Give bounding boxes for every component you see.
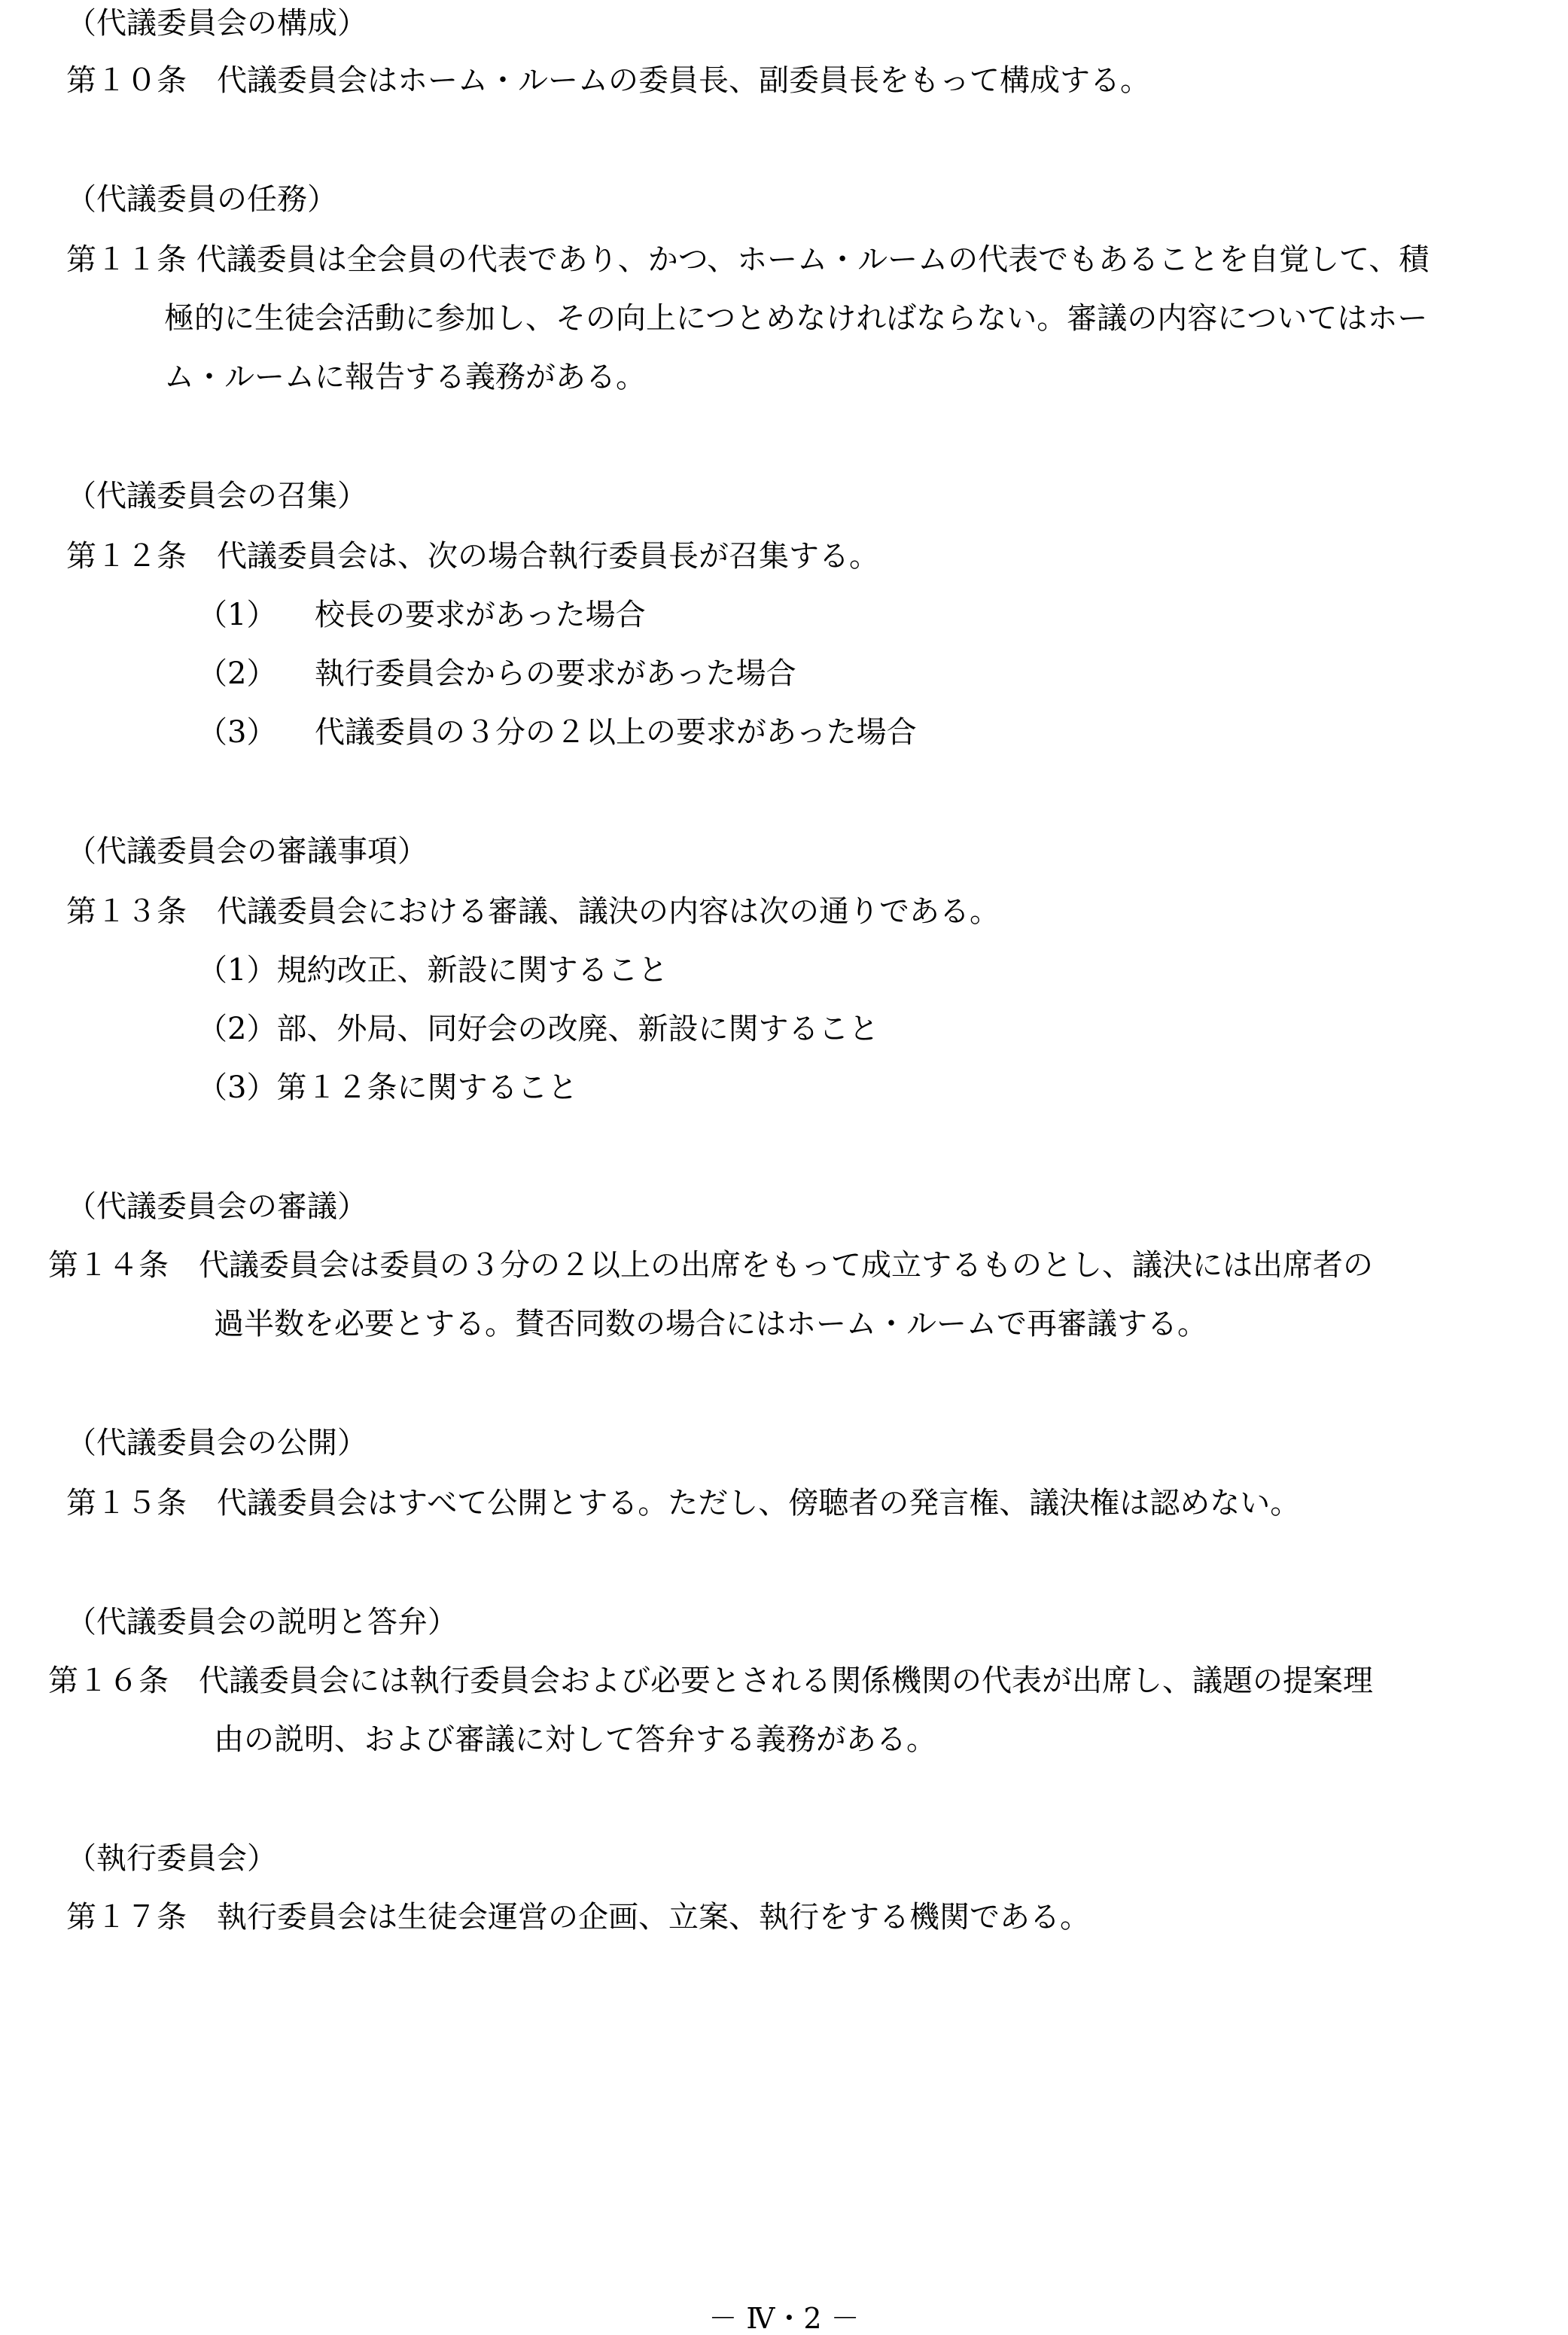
article-11-text-line2: 極的に生徒会活動に参加し、その向上につとめなければならない。審議の内容についてはホー (164, 301, 1428, 336)
article-12-item-1-text: 校長の要求があった場合 (315, 598, 646, 632)
article-17-text: 第１７条 執行委員会は生徒会運営の企画、立案、執行をする機関である。 (66, 1900, 1090, 1935)
article-13-text: 第１３条 代議委員会における審議、議決の内容は次の通りである。 (66, 894, 1000, 929)
article-13-item-1: （1）規約改正、新設に関すること (197, 953, 668, 988)
article-14-text-line1: 第１４条 代議委員会は委員の３分の２以上の出席をもって成立するものとし、議決には出席者の (48, 1248, 1373, 1283)
article-14-heading: （代議委員会の審議） (66, 1189, 367, 1224)
article-11-heading: （代議委員の任務） (66, 182, 337, 217)
page-number: － Ⅳ・2 － (708, 2302, 860, 2335)
article-13-heading: （代議委員会の審議事項） (66, 834, 428, 869)
article-12-text: 第１２条 代議委員会は、次の場合執行委員長が召集する。 (66, 539, 879, 574)
article-12-item-3-num: （3） (197, 715, 277, 750)
article-12-item-3-text: 代議委員の３分の２以上の要求があった場合 (315, 715, 917, 750)
article-11-text-line3: ム・ルームに報告する義務がある。 (164, 360, 646, 394)
article-16-heading: （代議委員会の説明と答弁） (66, 1605, 458, 1639)
article-12-item-1-num: （1） (197, 598, 277, 632)
article-16-text-line1: 第１６条 代議委員会には執行委員会および必要とされる関係機関の代表が出席し、議題の提案理 (48, 1664, 1373, 1698)
article-13-item-2: （2）部、外局、同好会の改廃、新設に関すること (197, 1012, 879, 1046)
article-14-text-line2: 過半数を必要とする。賛否同数の場合にはホーム・ルームで再審議する。 (214, 1307, 1207, 1341)
article-12-heading: （代議委員会の召集） (66, 479, 367, 513)
article-16-text-line2: 由の説明、および審議に対して答弁する義務がある。 (214, 1722, 936, 1757)
article-12-item-2-text: 執行委員会からの要求があった場合 (315, 656, 796, 691)
article-10-heading: （代議委員会の構成） (66, 6, 367, 41)
article-12-item-2-num: （2） (197, 656, 277, 691)
article-15-heading: （代議委員会の公開） (66, 1426, 367, 1460)
article-13-item-3: （3）第１２条に関すること (197, 1070, 578, 1105)
article-10-text: 第１０条 代議委員会はホーム・ルームの委員長、副委員長をもって構成する。 (66, 63, 1150, 98)
article-17-heading: （執行委員会） (66, 1841, 277, 1876)
article-15-text: 第１５条 代議委員会はすべて公開とする。ただし、傍聴者の発言権、議決権は認めない。 (66, 1486, 1301, 1521)
article-11-text-line1: 第１１条 代議委員は全会員の代表であり、かつ、ホーム・ルームの代表でもあることを自覚して、積 (66, 242, 1429, 277)
